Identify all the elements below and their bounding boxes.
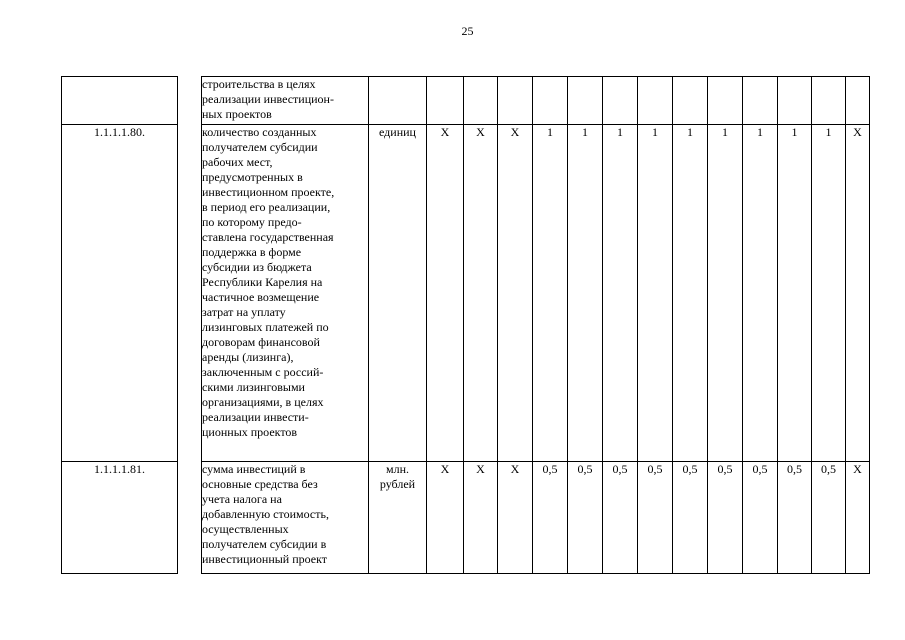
- table-row: [62, 125, 870, 462]
- description-line: добавленную стоимость,: [202, 507, 329, 521]
- description-line: реализации инвести-: [202, 410, 309, 424]
- description-line: рабочих мест,: [202, 155, 273, 169]
- description-line: получателем субсидии в: [202, 537, 327, 551]
- description-line: учета налога на: [202, 492, 282, 506]
- description-line: реализации инвестицион-: [202, 92, 334, 106]
- value-cell: Х: [427, 125, 464, 462]
- row-code: [62, 77, 178, 125]
- value-cell: 0,5: [638, 462, 673, 574]
- value-cell: [533, 77, 568, 125]
- value-cell: 0,5: [778, 462, 812, 574]
- description-line: получателем субсидии: [202, 140, 318, 154]
- value-cell: [778, 77, 812, 125]
- column-gap: [178, 462, 202, 574]
- value-cell: 1: [533, 125, 568, 462]
- value-cell: 0,5: [743, 462, 778, 574]
- description-line: ставлена государственная: [202, 230, 334, 244]
- value-cell: 1: [708, 125, 743, 462]
- value-cell: 0,5: [568, 462, 603, 574]
- description-line: инвестиционном проекте,: [202, 185, 335, 199]
- value-cell: Х: [427, 462, 464, 574]
- table-row: [62, 462, 870, 574]
- value-cell: 0,5: [603, 462, 638, 574]
- row-code: 1.1.1.1.80.: [62, 125, 178, 462]
- value-cell: [812, 77, 846, 125]
- description-line: затрат на уплату: [202, 305, 286, 319]
- value-cell: 0,5: [812, 462, 846, 574]
- description-line: в период его реализации,: [202, 200, 331, 214]
- row-unit: [369, 125, 427, 462]
- value-cell: 0,5: [673, 462, 708, 574]
- value-cell: 0,5: [533, 462, 568, 574]
- row-unit: [369, 462, 427, 574]
- indicator-table: [61, 76, 870, 574]
- page-number: 25: [461, 24, 474, 38]
- value-cell: 1: [812, 125, 846, 462]
- value-cell: 1: [673, 125, 708, 462]
- value-cell: 1: [568, 125, 603, 462]
- description-line: договорам финансовой: [202, 335, 320, 349]
- column-gap: [178, 77, 202, 125]
- value-cell: [673, 77, 708, 125]
- value-cell: Х: [464, 462, 498, 574]
- value-cell: [743, 77, 778, 125]
- unit-line: рублей: [379, 477, 416, 491]
- description-line: частичное возмещение: [202, 290, 320, 304]
- unit-line: млн.: [385, 462, 409, 476]
- description-line: по которому предо-: [202, 215, 302, 229]
- value-cell: 1: [743, 125, 778, 462]
- value-cell: 0,5: [708, 462, 743, 574]
- description-line: ционных проектов: [202, 425, 298, 439]
- description-line: заключенным с россий-: [202, 365, 324, 379]
- value-cell: Х: [846, 462, 870, 574]
- row-description: [202, 77, 369, 125]
- value-cell: 1: [603, 125, 638, 462]
- description-line: основные средства без: [202, 477, 318, 491]
- unit-line: единиц: [379, 125, 416, 139]
- description-line: Республики Карелия на: [202, 275, 323, 289]
- value-cell: 1: [638, 125, 673, 462]
- description-line: осуществленных: [202, 522, 289, 536]
- value-cell: [708, 77, 743, 125]
- row-code: 1.1.1.1.81.: [62, 462, 178, 574]
- description-line: строительства в целях: [202, 77, 316, 91]
- row-description: [202, 125, 369, 462]
- value-cell: [498, 77, 533, 125]
- table-row: [62, 77, 870, 125]
- column-gap: [178, 125, 202, 462]
- description-line: количество созданных: [202, 125, 317, 139]
- description-line: сумма инвестиций в: [202, 462, 306, 476]
- value-cell: [427, 77, 464, 125]
- value-cell: Х: [464, 125, 498, 462]
- value-cell: [638, 77, 673, 125]
- value-cell: [568, 77, 603, 125]
- description-line: скими лизинговыми: [202, 380, 305, 394]
- value-cell: Х: [498, 462, 533, 574]
- value-cell: [846, 77, 870, 125]
- description-line: лизинговых платежей по: [202, 320, 329, 334]
- value-cell: Х: [498, 125, 533, 462]
- value-cell: Х: [846, 125, 870, 462]
- description-line: субсидии из бюджета: [202, 260, 312, 274]
- value-cell: [464, 77, 498, 125]
- value-cell: [603, 77, 638, 125]
- row-description: [202, 462, 369, 574]
- description-line: предусмотренных в: [202, 170, 303, 184]
- description-line: ных проектов: [202, 107, 272, 121]
- description-line: инвестиционный проект: [202, 552, 328, 566]
- row-unit: [369, 77, 427, 125]
- value-cell: 1: [778, 125, 812, 462]
- description-line: поддержка в форме: [202, 245, 302, 259]
- description-line: аренды (лизинга),: [202, 350, 294, 364]
- description-line: организациями, в целях: [202, 395, 324, 409]
